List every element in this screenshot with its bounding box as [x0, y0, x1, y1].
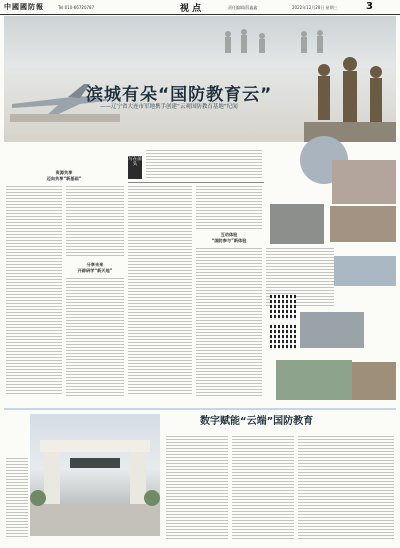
- museum-photo: [330, 206, 396, 242]
- qr-code-2[interactable]: [270, 324, 296, 350]
- memorial-gate-illustration: [30, 414, 160, 536]
- intro-paragraph: [146, 150, 262, 180]
- guide-photo: [352, 362, 396, 400]
- article-column-8: [298, 436, 394, 540]
- second-article-headline: 数字赋能“云端”国防教育: [200, 416, 314, 427]
- article-column-9: [6, 458, 28, 538]
- vr-photo: [334, 256, 396, 286]
- exhibit-photo: [300, 312, 364, 348]
- article-column-4b: [196, 248, 262, 396]
- page-header: [0, 0, 400, 15]
- students-photo: [332, 160, 396, 204]
- section-subtitle-1: 资源共享 迈向共享“新基础”: [46, 170, 82, 181]
- issue-date: 2022年12月28日 星期三: [292, 5, 338, 10]
- article-column-7: [232, 436, 294, 540]
- page-number: 3: [366, 1, 373, 12]
- divider: [128, 182, 264, 183]
- intro-tag: 写在前头: [128, 156, 142, 179]
- feature-headline: 滨城有朵“国防教育云”: [86, 85, 273, 105]
- memorial-gate-photo: [30, 414, 160, 536]
- article-column-4a: [196, 186, 262, 230]
- article-column-3: [128, 186, 192, 396]
- editor-credit: 责任编辑/薛鑫鑫: [228, 5, 258, 10]
- article-column-1: [6, 186, 62, 396]
- section-subtitle-2: 分享未来 开辟研学“新天地”: [77, 262, 113, 273]
- article-column-2b: [66, 278, 124, 396]
- masthead: 中國國防報: [4, 2, 44, 11]
- section-title: 视 点: [180, 4, 202, 14]
- bronze-soldiers-statue-image: [304, 50, 396, 142]
- feature-subhead: ——辽宁省大连市军地携手创建“云观国防教育基地”纪闻: [100, 104, 238, 110]
- section-subtitle-3: 互动体验 “国防参与”新体验: [211, 232, 247, 243]
- hero-banner: [4, 16, 396, 142]
- visitors-photo: [270, 204, 324, 244]
- outdoor-photo: [276, 360, 352, 400]
- article-column-2a: [66, 186, 124, 256]
- qr-code-1[interactable]: [270, 294, 296, 320]
- article-column-6: [166, 436, 228, 540]
- section-divider-band: [4, 408, 396, 410]
- telephone: Tel:010-66720787: [58, 5, 95, 10]
